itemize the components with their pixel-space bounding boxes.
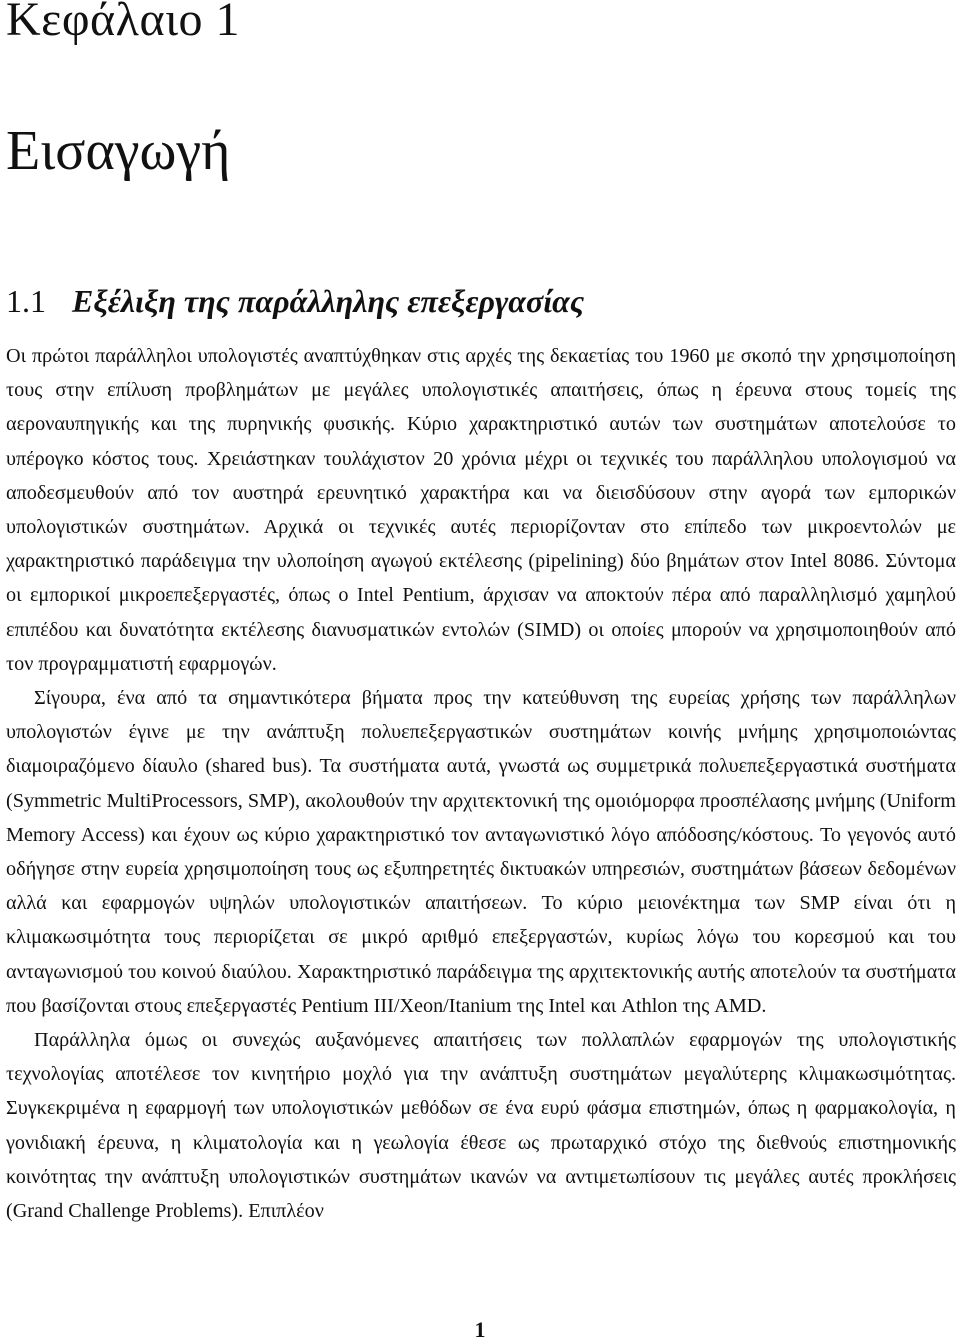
paragraph-2: Σίγουρα, ένα από τα σημαντικότερα βήματα προς την κατεύθυνση της ευρείας χρήσης των παράλληλων υπολογιστών έγινε με την ανάπτυξη πολυεπεξεργαστικών συστημάτων κοινής μνήμης χρησιμοποιώντας διαμοιραζόμενο δίαυλο (shared bus). Τα συστήματα αυτά, γνωστά ως συμμετρικά πολυεπεξεργαστικά συστήματα (Symmetric MultiProcessors, SMP), ακολουθούν την αρχιτεκτονική της ομοιόμορφα προσπέλασης μνήμης (Uniform Memory Access) και έχουν ως κύριο χαρακτηριστικό τον ανταγωνιστικό λόγο απόδοσης/κόστους. Το γεγονός αυτό οδήγησε στην ευρεία χρησιμοποίηση τους ως εξυπηρετητές δικτυακών υπηρεσιών, συστημάτων βάσεων δεδομένων αλλά και εφαρμογών υψηλών υπολογιστικών απαιτήσεων. Το κύριο μειονέκτημα των SMP είναι ότι η κλιμακωσιμότητα τους περιορίζεται σε μικρό αριθμό επεξεργαστών, κυρίως λόγω του κορεσμού και του ανταγωνισμού του κοινού διαύλου. Χαρακτηριστικό παράδειγμα της αρχιτεκτονικής αυτής αποτελούν τα συστήματα που βασίζονται στους επεξεργαστές Pentium III/Xeon/Itanium της Intel και Athlon της AMD.: [6, 687, 956, 1017]
paragraph-3: Παράλληλα όμως οι συνεχώς αυξανόμενες απαιτήσεις των πολλαπλών εφαρμογών της υπολογιστικής τεχνολογίας αποτέλεσε τον κινητήριο μοχλό για την ανάπτυξη συστημάτων μεγαλύτερης κλιμακωσιμότητας. Συγκεκριμένα η εφαρμογή των υπολογιστικών μεθόδων σε ένα ευρύ φάσμα επιστημών, όπως η φαρμακολογία, η γονιδιακή έρευνα, η κλιματολογία και η γεωλογία έθεσε ως πρωταρχικό στόχο της διεθνούς επιστημονικής κοινότητας την ανάπτυξη υπολογιστικών συστημάτων ικανών να αντιμετωπίσουν τις μεγάλες αυτές προκλήσεις (Grand Challenge Problems). Επιπλέον: [6, 1029, 956, 1223]
chapter-title: Εισαγωγή: [6, 120, 231, 182]
section-number: 1.1: [6, 283, 46, 319]
section-heading: [6, 281, 584, 321]
page-number: 1: [474, 1317, 486, 1342]
chapter-label: Κεφάλαιο 1: [6, 0, 241, 46]
section-title: Εξέλιξη της παράλληλης επεξεργασίας: [72, 283, 585, 319]
body-text: [6, 339, 956, 1228]
paragraph-1: Οι πρώτοι παράλληλοι υπολογιστές αναπτύχθηκαν στις αρχές της δεκαετίας του 1960 με σκοπό την χρησιμοποίηση τους στην επίλυση προβλημάτων με μεγάλες υπολογιστικές απαιτήσεις, όπως η έρευνα στους τομείς της αεροναυπηγικής και της πυρηνικής φυσικής. Κύριο χαρακτηριστικό αυτών των συστημάτων αποτελούσε το υπέρογκο κόστος τους. Χρειάστηκαν τουλάχιστον 20 χρόνια μέχρι οι τεχνικές του παράλληλου υπολογισμού να αποδεσμευθούν από τον αυστηρά ερευνητικό χαρακτήρα και να διεισδύσουν στην αγορά των εμπορικών υπολογιστικών συστημάτων. Αρχικά οι τεχνικές αυτές περιορίζονταν στο επίπεδο των μικροεντολών με χαρακτηριστικό παράδειγμα την υλοποίηση αγωγού εκτέλεσης (pipelining) δύο βημάτων στον Intel 8086. Σύντομα οι εμπορικοί μικροεπεξεργαστές, όπως ο Intel Pentium, άρχισαν να αποκτούν πέρα από παραλληλισμό χαμηλού επιπέδου και δυνατότητα εκτέλεσης διανυσματικών εντολών (SIMD) οι οποίες μπορούν να χρησιμοποιηθούν από τον προγραμματιστή εφαρμογών.: [6, 345, 956, 675]
